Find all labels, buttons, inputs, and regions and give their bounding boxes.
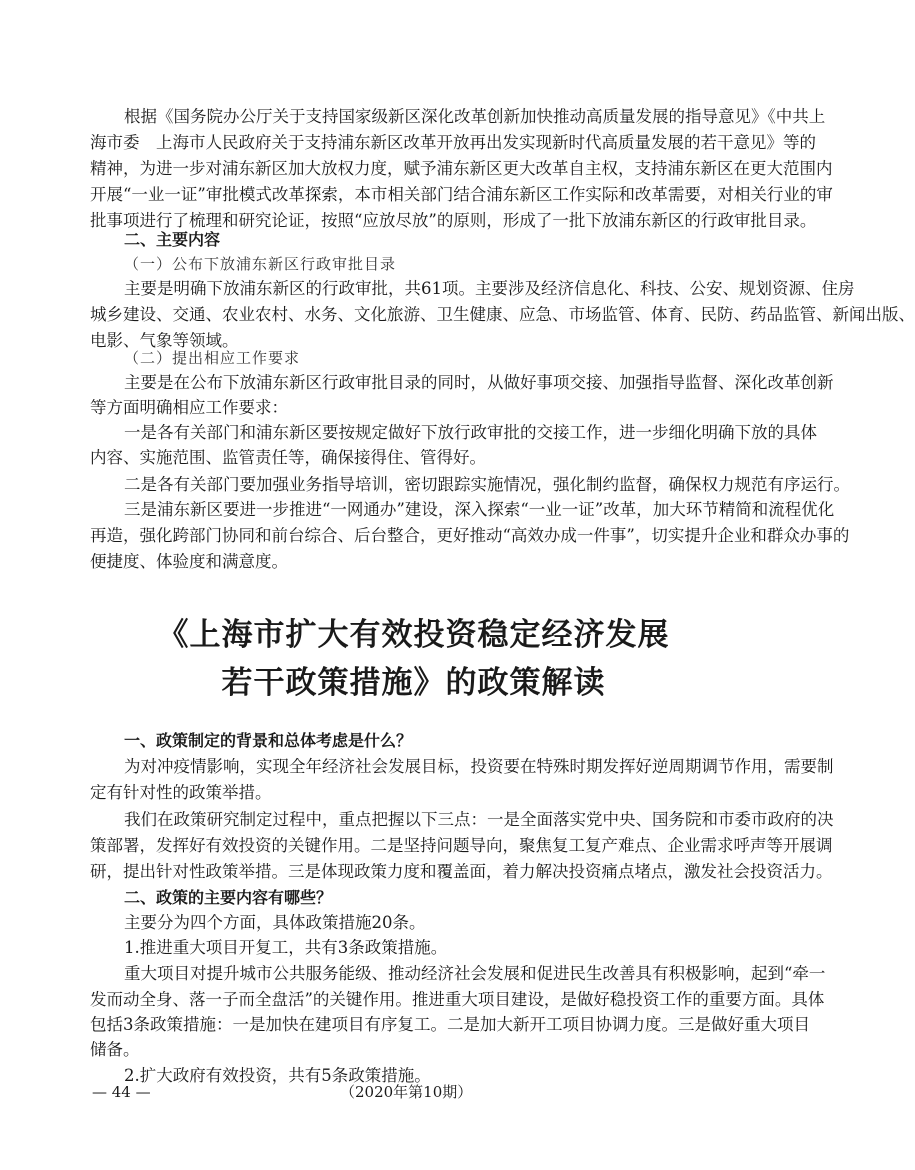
article-title-line: 《上海市扩大有效投资稳定经济发展 (157, 617, 670, 653)
subsection-heading: （一）公布下放浦东新区行政审批目录 (124, 255, 397, 273)
article-title-line: 若干政策措施》的政策解读 (221, 665, 606, 701)
intro-paragraph-line: 根据《国务院办公厅关于支持国家级新区深化改革创新加快推动高质量发展的指导意见》《中共上 (124, 107, 826, 126)
intro-paragraph-line: 开展“一业一证”审批模式改革探索，本市相关部门结合浦东新区工作实际和改革需要，对相关行业的审 (90, 185, 833, 204)
section-heading: 二、主要内容 (124, 230, 221, 249)
page-number: — 44 — (92, 1083, 151, 1101)
paragraph-line: 发而动全身、落一子而全盘活”的关键作用。推进重大项目建设，是做好稳投资工作的重要方面。具体 (90, 990, 825, 1009)
paragraph-line: 定有针对性的政策举措。 (90, 783, 272, 802)
question-heading: 一、政策制定的背景和总体考虑是什么？ (124, 731, 413, 750)
paragraph-line: 二是各有关部门要加强业务指导培训，密切跟踪实施情况，强化制约监督，确保权力规范有序运行。 (124, 475, 850, 494)
paragraph-line: 为对冲疫情影响，实现全年经济社会发展目标，投资要在特殊时期发挥好逆周期调节作用，需要制 (124, 757, 834, 776)
paragraph-line: 主要分为四个方面，具体政策措施20条。 (124, 913, 426, 932)
intro-paragraph-line: 精神，为进一步对浦东新区加大放权力度，赋予浦东新区更大改革自主权，支持浦东新区在更大范围内 (90, 159, 833, 178)
subsection-heading: （二）提出相应工作要求 (124, 349, 301, 367)
item-heading: 1.推进重大项目开复工，共有3条政策措施。 (124, 938, 448, 957)
paragraph-line: 我们在政策研究制定过程中，重点把握以下三点：一是全面落实党中央、国务院和市委市政府的决 (124, 810, 834, 829)
paragraph-line: 等方面明确相应工作要求： (90, 398, 288, 417)
paragraph-line: 三是浦东新区要进一步推进“一网通办”建设，深入探索“一业一证”改革，加大环节精简和流程优化 (124, 500, 835, 519)
paragraph-line: 策部署，发挥好有效投资的关键作用。二是坚持问题导向，聚焦复工复产难点、企业需求呼声等开展调 (90, 836, 833, 855)
paragraph-line: 包括3条政策措施：一是加快在建项目有序复工。二是加大新开工项目协调力度。三是做好重大项目 (90, 1015, 810, 1034)
paragraph-line: 电影、气象等领域。 (90, 331, 239, 350)
paragraph-line: 储备。 (90, 1040, 140, 1059)
paragraph-line: 内容、实施范围、监管责任等，确保接得住、管得好。 (90, 448, 486, 467)
paragraph-line: 一是各有关部门和浦东新区要按规定做好下放行政审批的交接工作，进一步细化明确下放的具体 (124, 423, 817, 442)
paragraph-line: 研，提出针对性政策举措。三是体现政策力度和覆盖面，着力解决投资痛点堵点，激发社会投资活力。 (90, 862, 833, 881)
intro-paragraph-line: 批事项进行了梳理和研究论证，按照“应放尽放”的原则，形成了一批下放浦东新区的行政审批目录。 (90, 211, 817, 230)
paragraph-line: 城乡建设、交通、农业农村、水务、文化旅游、卫生健康、应急、市场监管、体育、民防、药品监管、新闻出版、 (90, 305, 915, 324)
paragraph-line: 再造，强化跨部门协同和前台综合、后台整合，更好推动“高效办成一件事”，切实提升企业和群众办事的 (90, 526, 850, 545)
paragraph-line: 便捷度、体验度和满意度。 (90, 552, 288, 571)
paragraph-line: 主要是在公布下放浦东新区行政审批目录的同时，从做好事项交接、加强指导监督、深化改革创新 (124, 373, 834, 392)
issue-label: （2020年第10期） (340, 1083, 473, 1101)
paragraph-line: 主要是明确下放浦东新区的行政审批，共61项。主要涉及经济信息化、科技、公安、规划资源、住房 (124, 279, 855, 298)
intro-paragraph-line: 海市委 上海市人民政府关于支持浦东新区改革开放再出发实现新时代高质量发展的若干意见》等的 (90, 133, 816, 152)
item-heading: 2.扩大政府有效投资，共有5条政策措施。 (124, 1066, 431, 1085)
question-heading: 二、政策的主要内容有哪些？ (124, 888, 333, 907)
paragraph-line: 重大项目对提升城市公共服务能级、推动经济社会发展和促进民生改善具有积极影响，起到“牵一 (124, 964, 826, 983)
